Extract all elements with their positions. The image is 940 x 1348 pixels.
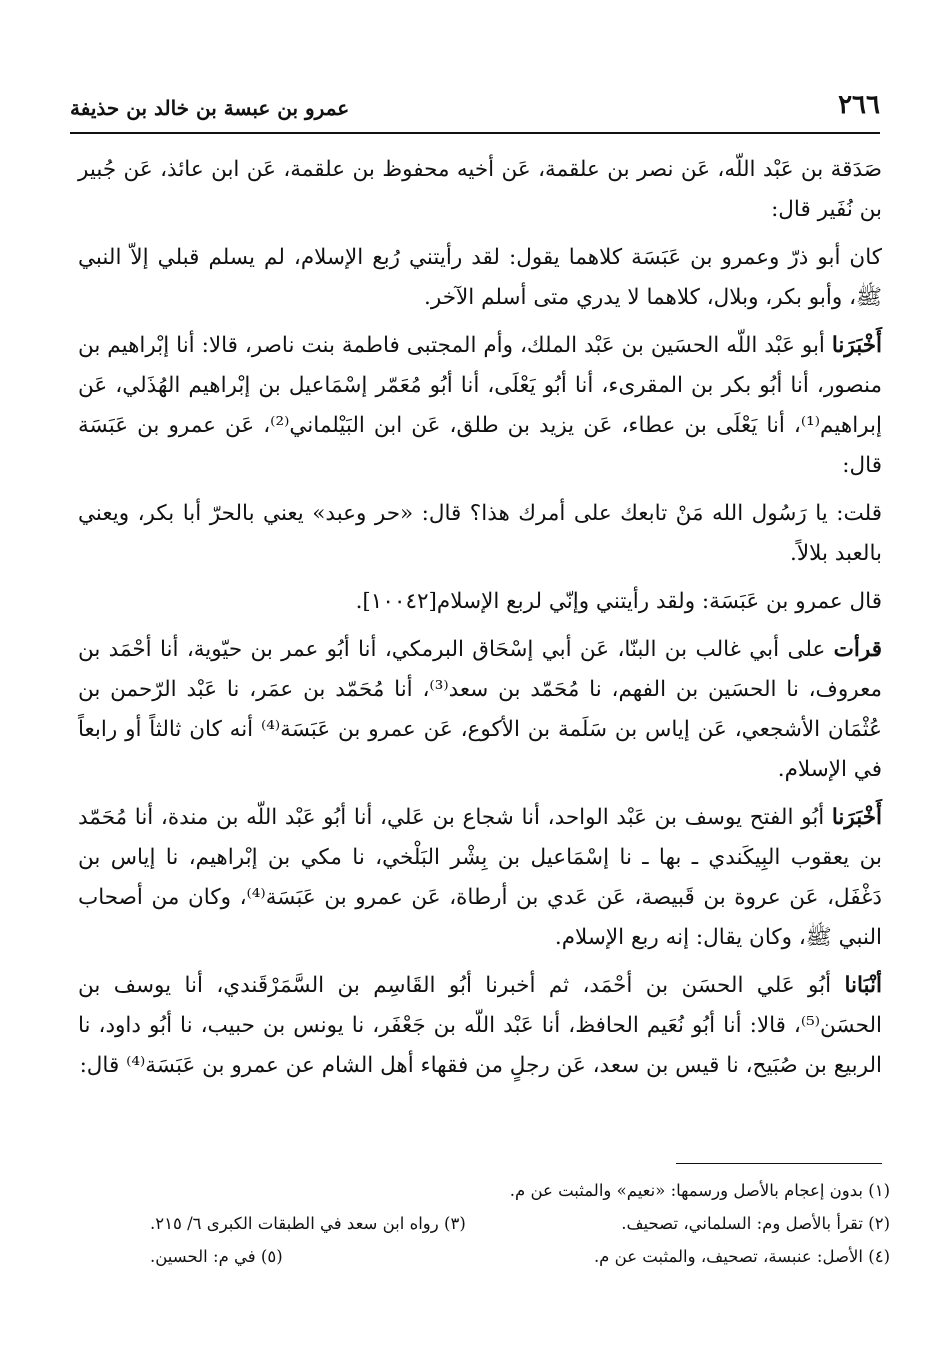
paragraph-text: على أبي غالب بن البنّا، عَن أبي إسْحَاق البرمكي، أنا أبُو عمر بن حيّوية، أنا أحْمَد بن معروف، نا الحسَين بن الفهم، نا مُحَمّد بن سعد⁽³⁾، أنا مُحَمّد بن عمَر، نا عَبْد الرّحمن بن عُثْمَان الأشجعي، عَن إياس بن سَلَمة بن الأكوع، عَن عمرو بن عَبَسَة⁽⁴⁾ أنه كان ثالثاً أو رابعاً في الإسلام. [78, 637, 882, 782]
paragraph-text: أبو عَبْد اللّه الحسَين بن عَبْد الملك، وأم المجتبى فاطمة بنت ناصر، قالا: أنا إبْراهيم بن منصور، أنا أبُو بكر بن المقرىء، أنا أبُو يَعْلَى، أنا أبُو مُعَمّر إسْمَاعيل بن إبْراهيم الهُذَلي، عَن إبراهيم⁽¹⁾، أنا يَعْلَى بن عطاء، عَن يزيد بن طلق، عَن ابن البَيْلماني⁽²⁾، عَن عمرو بن عَبَسَة قال: [78, 333, 882, 478]
paragraph [78, 494, 882, 574]
paragraph [78, 150, 882, 230]
main-text [78, 150, 882, 1094]
paragraph [78, 630, 882, 790]
page-header [70, 88, 880, 134]
paragraph [78, 582, 882, 622]
footnote-5: (٥) في م: الحسين. [150, 1247, 283, 1266]
footnote-2: (٢) تقرأ بالأصل وم: السلماني، تصحيف. [621, 1214, 890, 1233]
footnote-divider [676, 1163, 882, 1164]
footnote-row [150, 1240, 890, 1273]
running-title: عمرو بن عبسة بن خالد بن حذيفة [70, 96, 350, 120]
footnote-1: (١) بدون إعجام بالأصل ورسمها: «نعيم» والمثبت عن م. [509, 1181, 890, 1200]
paragraph [78, 798, 882, 958]
paragraph [78, 238, 882, 318]
footnotes [150, 1174, 890, 1273]
paragraph-lead: أَخْبَرَنا [831, 805, 882, 830]
paragraph-text: أبُو الفتح يوسف بن عَبْد الواحد، أنا شجاع بن عَلي، أنا أبُو عَبْد اللّه بن مندة، أنا مُحَمّد بن يعقوب البِيكَندي ـ بها ـ نا إسْمَاعيل بن بِشْر البَلْخي، نا مكي بن إبْراهيم، نا إياس بن دَغْفَل، عَن عروة بن قَبيصة، عَن عَدي بن أرطاة، عَن عمرو بن عَبَسَة⁽⁴⁾، وكان من أصحاب النبي ﷺ، وكان يقال: إنه ربع الإسلام. [78, 805, 882, 950]
paragraph-text: قلت: يا رَسُول الله مَنْ تابعك على أمرك هذا؟ قال: «حر وعبد» يعني بالحرّ أبا بكر، ويعني بالعبد بلالاً. [78, 501, 882, 566]
paragraph-lead: قرأت [833, 637, 882, 662]
page-number: ٢٦٦ [838, 90, 880, 120]
footnote-row [150, 1207, 890, 1240]
paragraph-text: صَدَقة بن عَبْد اللّه، عَن نصر بن علقمة، عَن أخيه محفوظ بن علقمة، عَن ابن عائذ، عَن جُبير بن نُفَير قال: [78, 157, 882, 222]
paragraph-text: قال عمرو بن عَبَسَة: ولقد رأيتني وإنّي لربع الإسلام[١٠٠٤٢]. [355, 589, 882, 614]
paragraph-lead: أنْبَانا [844, 973, 882, 998]
paragraph [78, 966, 882, 1086]
footnote-3: (٣) رواه ابن سعد في الطبقات الكبرى ٦/ ٢١٥. [150, 1214, 466, 1233]
paragraph-lead: أَخْبَرَنا [831, 333, 882, 358]
footnote-row [150, 1174, 890, 1207]
footnote-4: (٤) الأصل: عنبسة، تصحيف، والمثبت عن م. [593, 1247, 890, 1266]
paragraph-text: أبُو عَلي الحسَن بن أحْمَد، ثم أخبرنا أبُو القَاسِم بن السَّمَرْقَندي، أنا يوسف بن الحسَن⁽⁵⁾، قالا: أنا أبُو نُعَيم الحافظ، أنا عَبْد اللّه بن جَعْفَر، نا يونس بن حبيب، نا أبُو داود، نا الربيع بن صُبَيح، نا قيس بن سعد، عَن رجلٍ من فقهاء أهل الشام عن عمرو بن عَبَسَة⁽⁴⁾ قال: [78, 973, 882, 1078]
paragraph [78, 326, 882, 486]
paragraph-text: كان أبو ذرّ وعمرو بن عَبَسَة كلاهما يقول: لقد رأيتني رُبع الإسلام، لم يسلم قبلي إلاّ النبي ﷺ، وأبو بكر، وبلال، كلاهما لا يدري متى أسلم الآخر. [78, 245, 882, 310]
